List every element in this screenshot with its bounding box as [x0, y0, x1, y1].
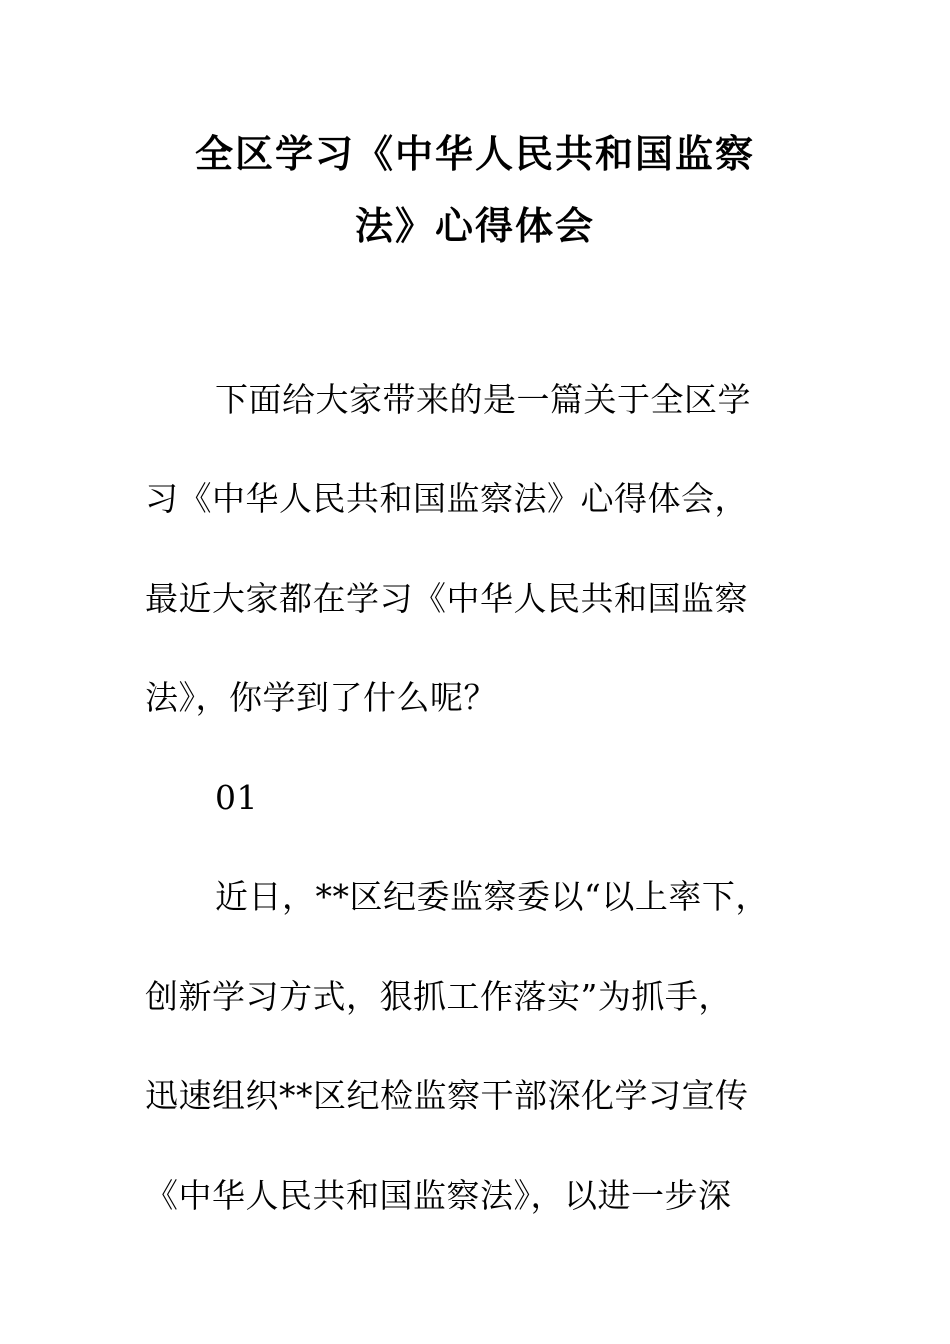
body-line-3: 最近大家都在学习《中华人民共和国监察 [145, 579, 748, 618]
body-line-2: 习《中华人民共和国监察法》心得体会， [145, 479, 748, 518]
body-line-6: 创新学习方式，狠抓工作落实”为抓手， [145, 977, 732, 1016]
section-number: 01 [215, 778, 258, 817]
body-line-4: 法》，你学到了什么呢？ [145, 678, 497, 717]
document-title-line-2: 法》心得体会 [354, 204, 595, 248]
body-line-1: 下面给大家带来的是一篇关于全区学 [215, 380, 751, 419]
document-title-line-1: 全区学习《中华人民共和国监察 [194, 132, 755, 176]
body-line-7: 迅速组织**区纪检监察干部深化学习宣传 [145, 1076, 749, 1115]
body-line-8: 《中华人民共和国监察法》，以进一步深 [145, 1176, 732, 1215]
body-line-5: 近日，**区纪委监察委以“以上率下， [215, 877, 769, 916]
